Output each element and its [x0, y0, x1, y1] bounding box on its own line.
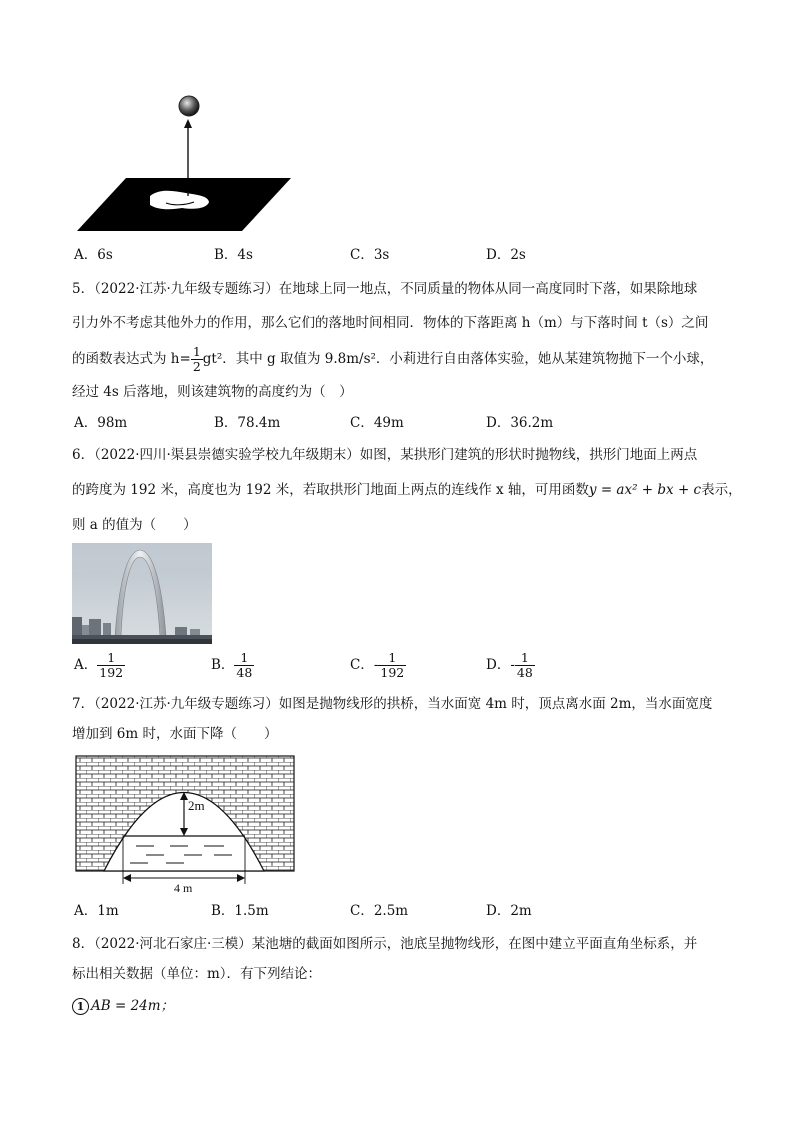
q6-arch-photo	[72, 543, 212, 644]
width-label: 4 m	[174, 881, 193, 894]
q7-line-1: 7．（2022·江苏·九年级专题练习）如图是抛物线形的拱桥，当水面宽 4m 时，顶点离水面 2m，当水面宽度	[72, 696, 713, 712]
q5-line-4: 经过 4s 后落地，则该建筑物的高度约为（ ）	[72, 384, 353, 400]
height-label: 2m	[188, 798, 205, 813]
q5-option-b: B．78.4m	[214, 415, 281, 431]
q5-line-2: 引力外不考虑其他外力的作用，那么它们的落地时间相同．物体的下落距离 h（m）与下落时间 t（s）之间	[72, 315, 709, 331]
q5-option-d: D．36.2m	[486, 415, 554, 431]
q6-line-1: 6．（2022·四川·渠县崇德实验学校九年级期末）如图，某拱形门建筑的形状时抛物线，拱形门地面上两点	[72, 447, 698, 463]
q7-option-c: C．2.5m	[350, 903, 409, 919]
q8-line-2: 标出相关数据（单位：m）．有下列结论：	[72, 966, 322, 982]
ball-icon	[179, 96, 199, 116]
q5-option-a: A．98m	[74, 415, 128, 431]
q5-line-3: 的函数表达式为 h= $\frac{1}{2}$ gt²．其中 g 取值为 9.8m/s²．小莉进行自由落体实验，她从某建筑物抛下一个小球，	[72, 344, 714, 374]
q4-option-b: B．4s	[214, 247, 253, 263]
q7-option-d: D．2m	[486, 903, 532, 919]
q4-option-a: A．6s	[74, 247, 113, 263]
q5-line-1: 5．（2022·江苏·九年级专题练习）在地球上同一地点，不同质量的物体从同一高度同时下落，如果除地球	[72, 281, 698, 297]
circled-number-icon: 1	[72, 998, 89, 1015]
q7-option-b: B．1.5m	[211, 903, 269, 919]
q8-item-1: 1 AB = 24m；	[72, 996, 174, 1016]
q6-line-3: 则 a 的值为（ ）	[72, 517, 197, 533]
q8-line-1: 8．（2022·河北石家庄·三模）某池塘的截面如图所示，池底呈抛物线形，在图中建立平面直角坐标系，并	[72, 936, 698, 952]
q6-option-a: A． $\frac{1}{192}$	[74, 650, 124, 680]
q5-option-c: C．49m	[350, 415, 404, 431]
q6-option-b: B． $\frac{1}{48}$	[211, 650, 253, 680]
q4-option-d: D．2s	[486, 247, 526, 263]
q6-line-2: 的跨度为 192 米，高度也为 192 米，若取拱形门地面上两点的连线作 x 轴，可用函数y = ax² + bx + c表示，	[72, 482, 742, 498]
q6-formula: y = ax² + bx + c	[588, 482, 702, 498]
q4-figure	[74, 92, 296, 234]
q4-option-c: C．3s	[350, 247, 390, 263]
q7-line-2: 增加到 6m 时，水面下降（ ）	[72, 726, 278, 742]
q5-half-fraction: $\frac{1}{2}$	[192, 344, 201, 374]
q7-option-a: A．1m	[74, 903, 119, 919]
q6-option-d: D．- $\frac{1}{48}$	[486, 650, 533, 680]
q6-option-c: C．- $\frac{1}{192}$	[350, 650, 405, 680]
q7-bridge-figure	[74, 754, 296, 894]
